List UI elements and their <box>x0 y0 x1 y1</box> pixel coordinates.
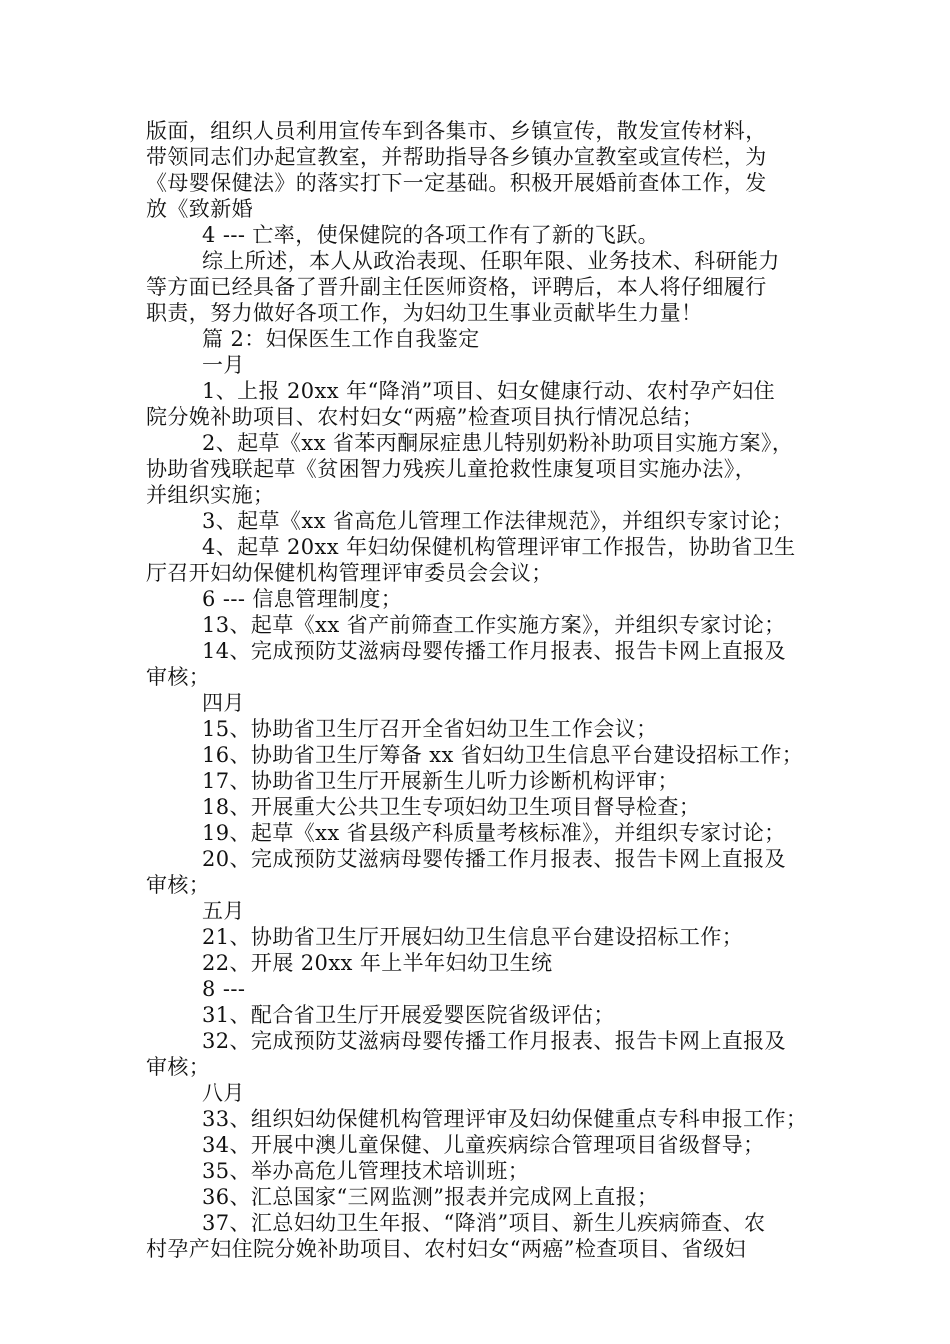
text-line: 审核； <box>146 873 211 897</box>
text-line: 37、汇总妇幼卫生年报、“降消”项目、新生儿疾病筛查、农 <box>202 1211 766 1235</box>
text-line: 2、起草《xx 省苯丙酮尿症患儿特别奶粉补助项目实施方案》， <box>202 431 794 455</box>
text-line: 16、协助省卫生厅筹备 xx 省妇幼卫生信息平台建设招标工作； <box>202 743 804 767</box>
document-body <box>146 118 816 1262</box>
text-line: 19、起草《xx 省县级产科质量考核标准》，并组织专家讨论； <box>202 821 786 845</box>
text-line: 审核； <box>146 665 211 689</box>
text-line: 15、协助省卫生厅召开全省妇幼卫生工作会议； <box>202 717 658 741</box>
text-line: 《母婴保健法》的落实打下一定基础。积极开展婚前查体工作，发 <box>146 171 767 195</box>
text-line: 35、举办高危儿管理技术培训班； <box>202 1159 530 1183</box>
text-line: 职责，努力做好各项工作，为妇幼卫生事业贡献毕生力量！ <box>146 301 703 325</box>
text-line: 4 --- 亡率，使保健院的各项工作有了新的飞跃。 <box>202 223 659 247</box>
text-line: 6 --- 信息管理制度； <box>202 587 403 611</box>
text-line: 一月 <box>202 353 245 377</box>
text-line: 版面，组织人员利用宣传车到各集市、乡镇宣传，散发宣传材料， <box>146 119 767 143</box>
text-line: 13、起草《xx 省产前筛查工作实施方案》，并组织专家讨论； <box>202 613 786 637</box>
text-line: 放《致新婚 <box>146 197 253 221</box>
text-line: 八月 <box>202 1081 245 1105</box>
text-line: 3、起草《xx 省高危儿管理工作法律规范》，并组织专家讨论； <box>202 509 794 533</box>
text-line: 厅召开妇幼保健机构管理评审委员会会议； <box>146 561 553 585</box>
text-line: 17、协助省卫生厅开展新生儿听力诊断机构评审； <box>202 769 679 793</box>
text-line: 21、协助省卫生厅开展妇幼卫生信息平台建设招标工作； <box>202 925 744 949</box>
text-line: 18、开展重大公共卫生专项妇幼卫生项目督导检查； <box>202 795 701 819</box>
text-line: 32、完成预防艾滋病母婴传播工作月报表、报告卡网上直报及 <box>202 1029 786 1053</box>
text-line: 篇 2：妇保医生工作自我鉴定 <box>202 327 480 351</box>
text-line: 1、上报 20xx 年“降消”项目、妇女健康行动、农村孕产妇住 <box>202 379 775 403</box>
text-line: 34、开展中澳儿童保健、儿童疾病综合管理项目省级督导； <box>202 1133 765 1157</box>
text-line: 审核； <box>146 1055 211 1079</box>
text-line: 并组织实施； <box>146 483 275 507</box>
text-line: 8 --- <box>202 977 246 1001</box>
text-line: 等方面已经具备了晋升副主任医师资格，评聘后，本人将仔细履行 <box>146 275 767 299</box>
text-line: 22、开展 20xx 年上半年妇幼卫生统 <box>202 951 553 975</box>
text-line: 综上所述，本人从政治表现、任职年限、业务技术、科研能力 <box>202 249 780 273</box>
text-line: 33、组织妇幼保健机构管理评审及妇幼保健重点专科申报工作； <box>202 1107 808 1131</box>
text-line: 院分娩补助项目、农村妇女“两癌”检查项目执行情况总结； <box>146 405 704 429</box>
text-line: 带领同志们办起宣教室，并帮助指导各乡镇办宣教室或宣传栏，为 <box>146 145 767 169</box>
text-line: 14、完成预防艾滋病母婴传播工作月报表、报告卡网上直报及 <box>202 639 786 663</box>
text-line: 五月 <box>202 899 245 923</box>
text-line: 4、起草 20xx 年妇幼保健机构管理评审工作报告，协助省卫生 <box>202 535 796 559</box>
text-line: 20、完成预防艾滋病母婴传播工作月报表、报告卡网上直报及 <box>202 847 786 871</box>
text-line: 31、配合省卫生厅开展爱婴医院省级评估； <box>202 1003 615 1027</box>
text-line: 四月 <box>202 691 245 715</box>
text-line: 36、汇总国家“三网监测”报表并完成网上直报； <box>202 1185 659 1209</box>
text-line: 村孕产妇住院分娩补助项目、农村妇女“两癌”检查项目、省级妇 <box>146 1237 747 1261</box>
text-line: 协助省残联起草《贫困智力残疾儿童抢救性康复项目实施办法》， <box>146 457 757 481</box>
